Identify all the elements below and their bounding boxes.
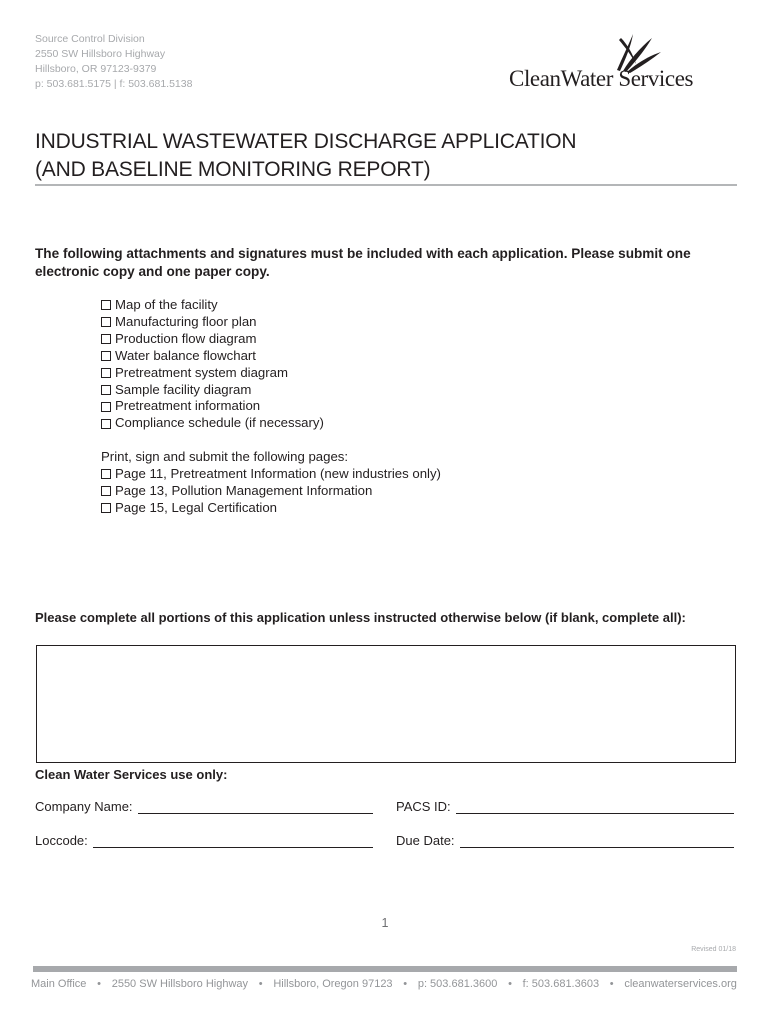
footer-phone: p: 503.681.3600 [417,978,498,990]
checklist-item-label: Map of the facility [115,297,218,312]
checkbox-empty-icon[interactable] [101,419,111,429]
complete-instruction: Please complete all portions of this application unless instructed otherwise below (if blank, complete all): [35,610,686,625]
header-address [35,32,192,92]
title-line-1: INDUSTRIAL WASTEWATER DISCHARGE APPLICATION [35,130,577,153]
checklist-item[interactable] [101,297,561,314]
checklist-item[interactable] [101,415,561,432]
footer-separator: • [508,978,512,990]
checklist-item-label: Production flow diagram [115,330,257,346]
title-line-2: (AND BASELINE MONITORING REPORT) [35,158,431,181]
pacs-id-label: PACS ID: [396,799,451,814]
checkbox-empty-icon[interactable] [101,351,111,361]
checkbox-empty-icon[interactable] [101,300,111,310]
pacs-id-field[interactable] [396,799,734,814]
company-name-label: Company Name: [35,799,133,814]
attachments-checklist [101,297,561,432]
checklist-item[interactable] [101,331,561,348]
loccode-label: Loccode: [35,833,88,848]
print-pages-intro: Print, sign and submit the following pages: [101,449,349,464]
revision-date: Revised 01/18 [691,946,736,953]
due-date-field[interactable] [396,833,734,848]
pacs-id-input-line[interactable] [456,801,734,814]
checkbox-empty-icon[interactable] [101,385,111,395]
address-line: p: 503.681.5175 | f: 503.681.5138 [35,78,193,90]
title-divider [35,184,737,186]
checklist-item-label: Page 13, Pollution Management Information [115,482,373,498]
instructions-text-box[interactable] [36,645,736,763]
due-date-input-line[interactable] [460,835,734,848]
checkbox-empty-icon[interactable] [101,469,111,479]
company-name-field[interactable] [35,799,373,814]
page-number: 1 [381,916,389,930]
attachments-intro: The following attachments and signatures must be included with each application. Please submit one electronic copy and one paper copy. [35,246,691,279]
checkbox-empty-icon[interactable] [101,334,111,344]
checklist-item[interactable] [101,500,561,517]
document-title [35,128,740,184]
checkbox-empty-icon[interactable] [101,402,111,412]
address-line: 2550 SW Hillsboro Highway [35,48,166,60]
footer-divider [33,966,737,972]
checklist-item-label: Manufacturing floor plan [115,313,257,329]
checklist-item[interactable] [101,466,561,483]
checklist-item-label: Page 15, Legal Certification [115,499,278,515]
loccode-input-line[interactable] [93,835,373,848]
checklist-item[interactable] [101,365,561,382]
pages-checklist [101,466,561,517]
clean-water-services-logo [509,30,739,96]
checklist-item-label: Pretreatment information [115,398,261,414]
footer-separator: • [403,978,408,990]
loccode-field[interactable] [35,833,373,848]
checkbox-empty-icon[interactable] [101,317,111,327]
address-line: Hillsboro, OR 97123-9379 [35,63,157,75]
logo-wordmark: CleanWater Services [509,66,694,91]
checklist-item-label: Sample facility diagram [115,381,252,397]
address-line: Source Control Division [35,33,145,45]
checklist-item[interactable] [101,348,561,365]
checklist-item-label: Page 11, Pretreatment Information (new industries only) [115,466,441,481]
footer-separator: • [97,978,101,990]
checkbox-empty-icon[interactable] [101,486,111,496]
footer-separator: • [258,978,263,990]
due-date-label: Due Date: [396,833,455,848]
checklist-item[interactable] [101,382,561,399]
office-use-heading: Clean Water Services use only: [35,767,228,782]
footer-fax: f: 503.681.3603 [522,978,600,990]
checkbox-empty-icon[interactable] [101,503,111,513]
checklist-item-label: Water balance flowchart [115,347,256,363]
company-name-input-line[interactable] [138,801,373,814]
footer-city: Hillsboro, Oregon 97123 [273,978,393,990]
checklist-item[interactable] [101,398,561,415]
checklist-item-label: Pretreatment system diagram [115,364,288,380]
checklist-item[interactable] [101,483,561,500]
checkbox-empty-icon[interactable] [101,368,111,378]
footer-address: 2550 SW Hillsboro Highway [111,978,249,990]
checklist-item-label: Compliance schedule (if necessary) [115,415,324,431]
footer-office: Main Office [31,978,87,990]
footer-separator: • [609,978,614,990]
checklist-item[interactable] [101,314,561,331]
footer [31,978,737,990]
footer-website-link[interactable]: cleanwaterservices.org [624,978,737,990]
